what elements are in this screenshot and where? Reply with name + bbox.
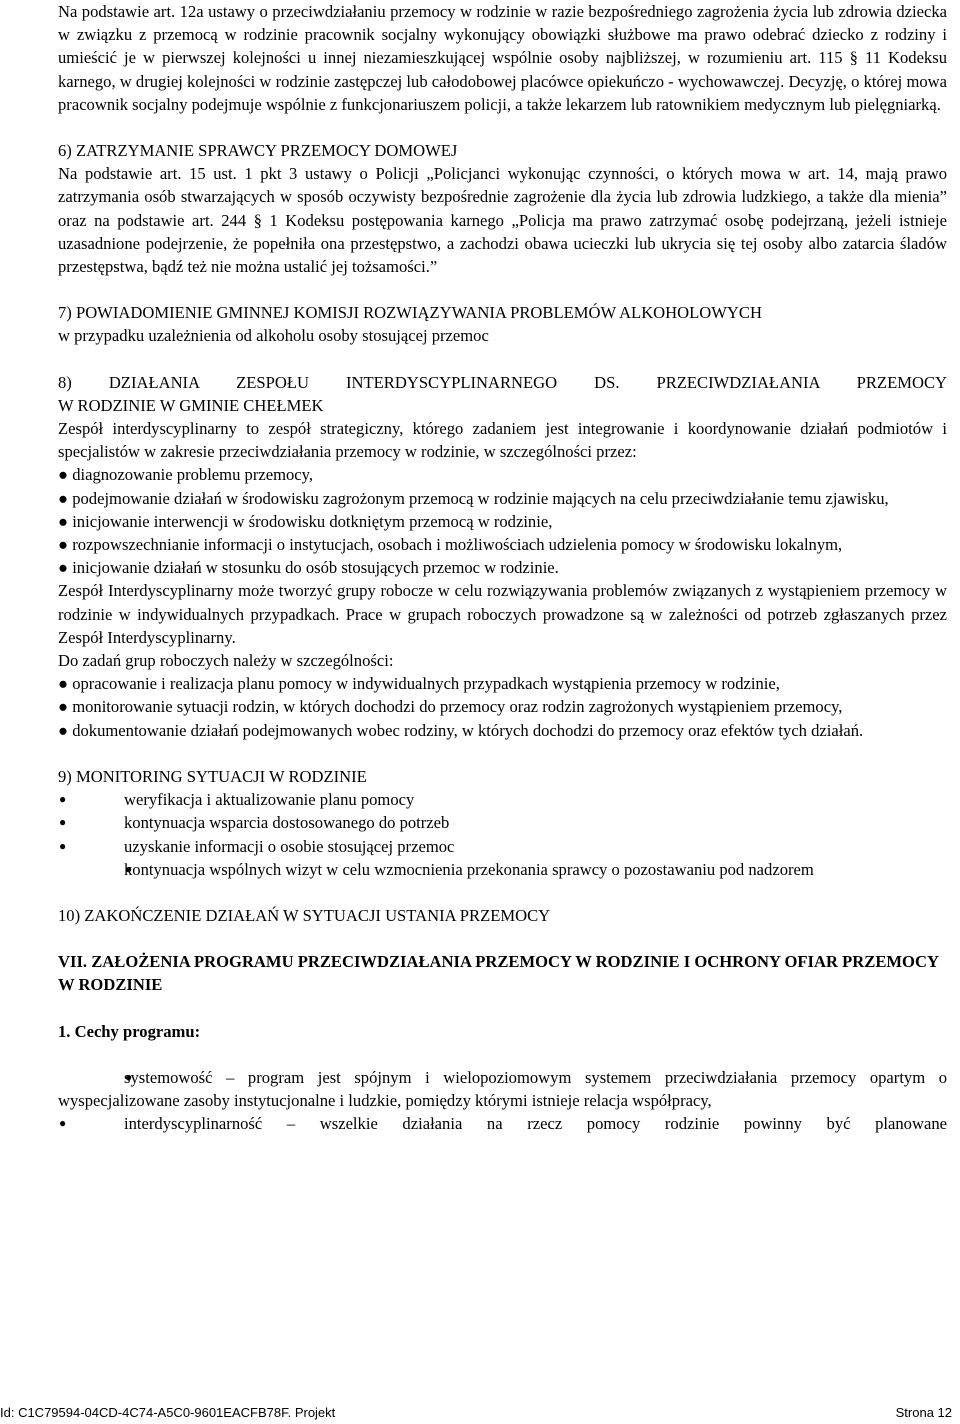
- document-page: [58, 0, 947, 1135]
- bullet-dot-icon: [58, 535, 68, 554]
- section-9-heading: 9) MONITORING SYTUACJI W RODZINIE: [58, 766, 367, 786]
- bullet-dot-icon: [58, 697, 68, 716]
- list-item: ● monitorowanie sytuacji rodzin, w których dochodzi do przemocy oraz rodzin zagrożonych wystąpieniem przemocy,: [58, 695, 947, 718]
- section-8-groups-intro: Do zadań grup roboczych należy w szczególności:: [58, 651, 394, 671]
- section-9-list: [58, 788, 947, 881]
- list-item: ● kontynuacja wsparcia dostosowanego do potrzeb: [58, 811, 947, 834]
- page-number: Strona 12: [895, 1405, 952, 1420]
- list-item: ● dokumentowanie działań podejmowanych wobec rodziny, w których dochodzi do przemocy oraz efektów tych działań.: [58, 719, 947, 742]
- chapter-7-sub-heading: 1. Cechy programu:: [58, 1021, 201, 1041]
- section-8-heading-line2: W RODZINIE W GMINIE CHEŁMEK: [58, 395, 324, 415]
- bullet-dot-icon: [58, 465, 68, 484]
- section-8-heading-line1: 8) DZIAŁANIA ZESPOŁU INTERDYSCYPLINARNEGO DS. PRZECIWDZIAŁANIA PRZEMOCY: [58, 372, 947, 392]
- section-10-heading: 10) ZAKOŃCZENIE DZIAŁAŃ W SYTUACJI USTANIA PRZEMOCY: [58, 905, 551, 925]
- list-item: ● uzyskanie informacji o osobie stosującej przemoc: [58, 835, 947, 858]
- list-item: ● weryfikacja i aktualizowanie planu pomocy: [58, 788, 947, 811]
- intro-paragraph: Na podstawie art. 12a ustawy o przeciwdziałaniu przemocy w rodzinie w razie bezpośredniego zagrożenia życia lub zdrowia dziecka w związku z przemocą w rodzinie pracownik socjalny wykonujący obowiązki służbowe ma prawo odebrać dziecko z rodziny i umieścić je w pierwszej kolejności u innej niezamieszkującej wspólnie osoby najbliższej, w rozumieniu art. 115 § 11 Kodeksu karnego, w drugiej kolejności w rodzinie zastępczej lub całodobowej placówce opiekuńczo - wychowawczej. Decyzję, o której mowa pracownik socjalny podejmuje wspólnie z funkcjonariuszem policji, a także lekarzem lub ratownikiem medycznym lub pielęgniarką.: [58, 2, 947, 114]
- list-item: ● inicjowanie działań w stosunku do osób stosujących przemoc w rodzinie.: [58, 556, 947, 579]
- bullet-dot-icon: [58, 558, 68, 577]
- section-6-heading: 6) ZATRZYMANIE SPRAWCY PRZEMOCY DOMOWEJ: [58, 141, 458, 161]
- list-item: ● kontynuacja wspólnych wizyt w celu wzmocnienia przekonania sprawcy o pozostawaniu pod nadzorem: [58, 858, 947, 881]
- bullet-dot-icon: [58, 721, 68, 740]
- section-8-group-bullet-list: [58, 672, 947, 742]
- section-8-bullet-list: [58, 463, 947, 579]
- section-8-intro: Zespół interdyscyplinarny to zespół strategiczny, którego zadaniem jest integrowanie i koordynowanie działań podmiotów i specjalistów w zakresie przeciwdziałania przemocy w rodzinie, w szczególności przez:: [58, 419, 947, 462]
- list-item: ● opracowanie i realizacja planu pomocy w indywidualnych przypadkach wystąpienia przemocy w rodzinie,: [58, 672, 947, 695]
- list-item: ● podejmowanie działań w środowisku zagrożonym przemocą w rodzinie mających na celu przeciwdziałanie temu zjawisku,: [58, 487, 947, 510]
- bullet-dot-icon: [58, 512, 68, 531]
- bullet-dot-icon: [58, 674, 68, 693]
- bullet-dot-icon: [58, 489, 68, 508]
- chapter-7-heading: VII. ZAŁOŻENIA PROGRAMU PRZECIWDZIAŁANIA PRZEMOCY W RODZINIE I OCHRONY OFIAR PRZEMOCY W RODZINIE: [58, 952, 939, 995]
- list-item: ● rozpowszechnianie informacji o instytucjach, osobach i możliwościach udzielenia pomocy w środowisku lokalnym,: [58, 533, 947, 556]
- document-id: Id: C1C79594-04CD-4C74-A5C0-9601EACFB78F. Projekt: [0, 1405, 336, 1420]
- list-item: ● systemowość – program jest spójnym i wielopoziomowym systemem przeciwdziałania przemocy opartym o wyspecjalizowane zasoby instytucjonalne i ludzkie, pomiędzy którymi istnieje relacja współpracy,: [58, 1066, 947, 1112]
- page-footer: [0, 1405, 960, 1423]
- section-7-text: w przypadku uzależnienia od alkoholu osoby stosującej przemoc: [58, 326, 489, 346]
- list-item: ● interdyscyplinarność – wszelkie działania na rzecz pomocy rodzinie powinny być planowane: [58, 1112, 947, 1135]
- section-7-heading: 7) POWIADOMIENIE GMINNEJ KOMISJI ROZWIĄZYWANIA PROBLEMÓW ALKOHOLOWYCH: [58, 303, 762, 323]
- section-8-groups-text: Zespół Interdyscyplinarny może tworzyć grupy robocze w celu rozwiązywania problemów związanych z wystąpieniem przemocy w rodzinie w indywidualnych przypadkach. Prace w grupach roboczych prowadzone są w zależności od potrzeb zgłaszanych przez Zespół Interdyscyplinarny.: [58, 581, 947, 647]
- list-item: ● diagnozowanie problemu przemocy,: [58, 463, 947, 486]
- chapter-7-list: [58, 1066, 947, 1136]
- list-item: ● inicjowanie interwencji w środowisku dotkniętym przemocą w rodzinie,: [58, 510, 947, 533]
- section-6-text: Na podstawie art. 15 ust. 1 pkt 3 ustawy o Policji „Policjanci wykonując czynności, o których mowa w art. 14, mają prawo zatrzymania osób stwarzających w sposób oczywisty bezpośrednie zagrożenie dla życia lub zdrowia ludzkiego, a także dla mienia” oraz na podstawie art. 244 § 1 Kodeksu postępowania karnego „Policja ma prawo zatrzymać osobę podejrzaną, jeżeli istnieje uzasadnione podejrzenie, że popełniła ona przestępstwo, a zachodzi obawa ucieczki lub ukrycia się tej osoby albo zatarcia śladów przestępstwa, bądź też nie można ustalić jej tożsamości.”: [58, 164, 947, 277]
